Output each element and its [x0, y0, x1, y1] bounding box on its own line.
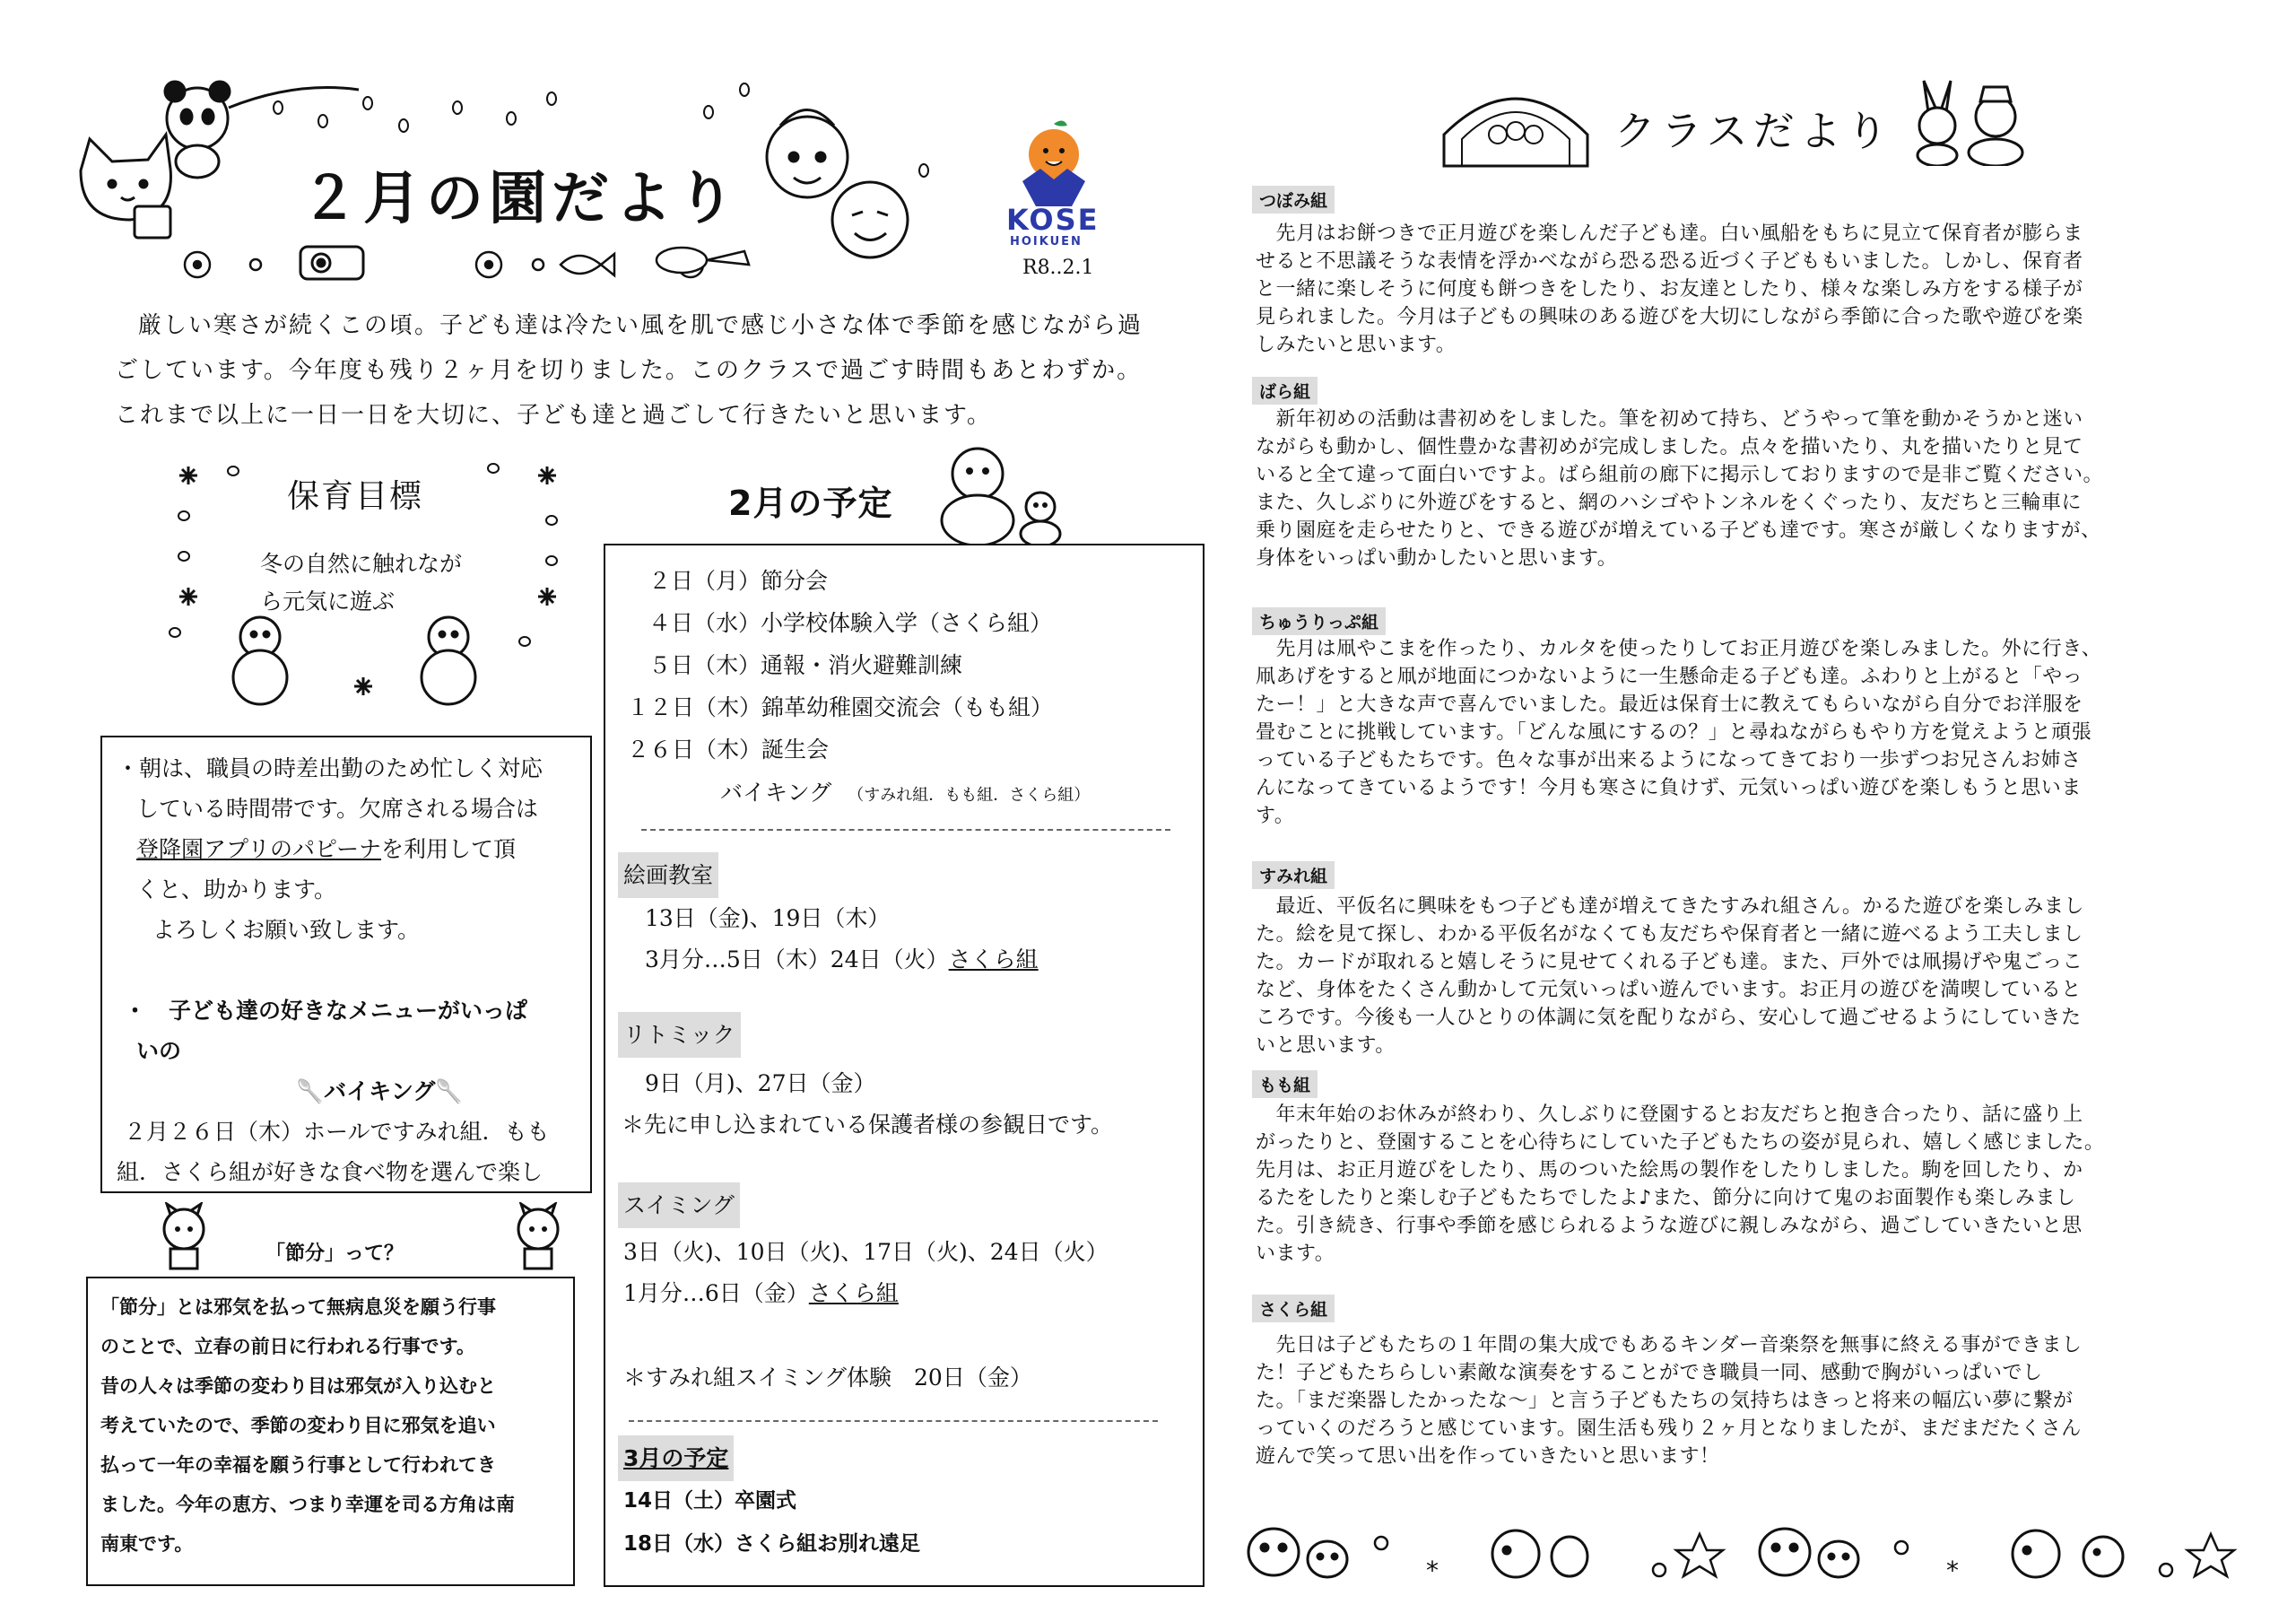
event-item: ２日（月）節分会 [648, 568, 829, 594]
classes-title: クラスだより [1614, 107, 1893, 155]
notice-line: している時間帯です。欠席される場合は [136, 796, 539, 822]
class-name-tsubomi: つぼみ組 [1252, 186, 1335, 214]
schedule-box [604, 544, 1205, 1587]
text-line: 凧あげをすると凧が地面につかないように一生懸命走る子ども達。ふわりと上がると「やっ [1256, 666, 2083, 688]
oni-icon [507, 1202, 570, 1274]
notice-suffix: を [381, 836, 404, 862]
text-line: 身体をいっぱい動かしたいと思います。 [1256, 547, 1618, 570]
text-line: いと思います。 [1256, 1034, 1396, 1057]
kose-logo-icon [1004, 117, 1103, 206]
art-march: 3月分…5日（木）24日（火） [645, 946, 949, 972]
intro-line: 厳しい寒さが続くこの頃。子ども達は冷たい風を肌で感じ小さな体で季節を感じながら過 [138, 312, 1144, 339]
rabbit-snowman-icon [1901, 76, 2036, 166]
setsubun-line: 考えていたので、季節の変わり目に邪気を追い [100, 1415, 496, 1436]
logo-subtext: HOIKUEN [1010, 235, 1083, 249]
setsubun-line: ました。今年の恵方、つまり幸運を司る方角は南 [100, 1494, 515, 1515]
class-name-sumire: すみれ組 [1252, 861, 1335, 889]
class-text-momo [1256, 1101, 2104, 1268]
setsubun-line: のことで、立春の前日に行われる行事です。 [100, 1336, 475, 1357]
intro-line: ごしています。今年度も残り２ヶ月を切りました。このクラスで過ごす時間もあとわずか。 [115, 357, 1143, 384]
fish-icon [561, 254, 614, 275]
text-line: ころです。今後も一人ひとりの体調に気を配りながら、安心して過ごせるようにしていきた [1256, 1007, 2082, 1029]
class-text-sumire [1256, 893, 2084, 1060]
notice-line: 組．さくら組が好きな食べ物を選んで楽し [117, 1159, 544, 1185]
text-line: 先月は凧やこまを作ったり、カルタを使ったりしてお正月遊びを楽しみました。外に行き、 [1256, 638, 2102, 660]
oni-icon [152, 1202, 215, 1274]
setsubun-line: 南東です。 [100, 1533, 194, 1555]
art-march-class: さくら組 [948, 946, 1039, 972]
class-text-tsubomi [1256, 220, 2083, 359]
text-line: 乗り園庭を走らせたりと、できる遊びが増えている子ども達です。寒さが厳しくなりますが、 [1256, 519, 2101, 542]
sushi-roll-icon [300, 247, 363, 279]
intro-line: これまで以上に一日一日を大切に、子ども達と過ごして行きたいと思います。 [115, 402, 992, 429]
class-header-illustration [1435, 72, 1596, 170]
class-text-tulip [1256, 635, 2101, 830]
text-line: 先月は、お正月遊びをしたり、馬のついた絵馬の製作をしたりしました。駒を回したり、か [1256, 1159, 2083, 1182]
swim-dates: 3日（火)、10日（火)、17日（火)、24日（火） [623, 1239, 1109, 1265]
text-line: 先日は子どもたちの１年間の集大成でもあるキンダー音楽祭を無事に終える事ができまし [1256, 1334, 2083, 1356]
text-line: た！子どもたちらしい素敵な演奏をすることができ職員一同、感動で胸がいっぱいでし [1256, 1362, 2043, 1384]
text-line: す。 [1256, 805, 1295, 827]
rhythm-note: ＊先に申し込まれている保護者様の参観日です。 [622, 1112, 1114, 1138]
spoon-icon: 🥄 [296, 1078, 325, 1104]
viking-line: バイキング [720, 780, 832, 806]
notice-line: ・朝は、職員の時差出勤のため忙しく対応 [117, 755, 544, 781]
event-item: １２日（木）錦革幼稚園交流会（もも組） [627, 694, 1054, 720]
oni-kids-icon [767, 110, 908, 258]
divider [629, 1420, 1158, 1422]
text-line: いると全て違って面白いですよ。ばら組前の廊下に掲示しておりますので是非ご覧ください。 [1256, 464, 2104, 486]
event-item: ２６日（木）誕生会 [627, 737, 830, 763]
notice-line: 利用して頂 [404, 836, 517, 862]
menu-title: ・ 子ども達の好きなメニューがいっぱ [124, 998, 528, 1024]
text-line: います。 [1256, 1243, 1335, 1265]
flower-row-icon [185, 252, 703, 277]
event-item: ４日（水）小学校体験入学（さくら組） [648, 610, 1053, 636]
text-line: っている子どもたちです。色々な事が出来るようになってきており一歩ずつお兄さんお姉さ [1256, 749, 2082, 772]
snowman-icon [233, 617, 475, 704]
goal-line: 冬の自然に触れなが [260, 551, 463, 577]
text-line: たー！」と大きな声で喜んでいました。最近は保育士に教えてもらいながら自分でお洋服を [1256, 693, 2083, 716]
notice-line: ２月２６日（木）ホールですみれ組．もも [124, 1119, 550, 1145]
cat-icon [81, 135, 170, 238]
notice-line: くと、助かります。 [136, 876, 337, 903]
art-class-title: 絵画教室 [618, 852, 718, 898]
text-line: た。引き続き、行事や季節を感じられるような遊びに親しみながら、過ごしていきたいと思 [1256, 1215, 2083, 1237]
class-name-bara: ばら組 [1252, 377, 1318, 405]
penguin-border [1238, 1507, 2251, 1597]
text-line: ながらも動かし、個性豊かな書初めが完成しました。点々を描いたり、丸を描いたりと見て [1256, 436, 2083, 458]
notice-line: よろしくお願い致します。 [152, 917, 421, 943]
intro-text [115, 303, 1143, 438]
app-link[interactable]: 登降園アプリのパピーナ [136, 836, 382, 862]
text-line: っていくのだろうと感じています。園生活も残り２ヶ月となりましたが、まだまだたくさん [1256, 1417, 2082, 1440]
viking-label: バイキング [324, 1078, 436, 1104]
setsubun-box [86, 1277, 575, 1586]
text-line: など、身体をたくさん動かして元気いっぱい遊んでいます。お正月の遊びを満喫していると [1256, 979, 2082, 1001]
march-event: 18日（水）さくら組お別れ遠足 [623, 1532, 921, 1556]
goal-title: 保育目標 [287, 478, 424, 515]
text-line: また、久しぶりに外遊びをすると、網のハシゴやトンネルをくぐったり、友だちと三輪車に [1256, 492, 2082, 514]
panda-icon [165, 82, 230, 178]
setsubun-line: 「節分」とは邪気を払って無病息災を願う行事 [100, 1296, 496, 1318]
text-line: 先月はお餅つきで正月遊びを楽しんだ子ども達。白い風船をもちに見立て保育者が膨らま [1256, 222, 2083, 245]
swim-trial: ＊すみれ組スイミング体験 20日（金） [623, 1365, 1032, 1391]
schedule-title: 2月の予定 [728, 484, 893, 523]
text-line: と一緒に楽しそうに何度も餅つきをしたり、お友達としたり、様々な楽しみ方をする様子が [1256, 278, 2083, 301]
class-text-sakura [1256, 1331, 2082, 1470]
goal-line: ら元気に遊ぶ [260, 589, 396, 615]
asterisk-icon: * [1426, 1556, 1439, 1585]
text-line: がったりと、登園することを心待ちにしていた子どもたちの姿が見られ、嬉しく感じました。 [1256, 1131, 2105, 1154]
logo-text: KOSE [1006, 203, 1100, 237]
asterisk-icon: * [1946, 1556, 1959, 1585]
goal-text [260, 545, 462, 621]
text-line: 新年初めの活動は書初めをしました。筆を初めて持ち、どうやって筆を動かそうかと迷い [1256, 408, 2083, 431]
text-line: るたをしたりと楽しむ子どもたちでしたよ♪また、節分に向けて鬼のお面製作も楽しみまし [1256, 1187, 2076, 1209]
text-line: た。「まだ楽器したかったな～」と言う子どもたちの気持ちはきっと将来の幅広い夢に繋が [1256, 1390, 2074, 1412]
class-name-tulip: ちゅうりっぷ組 [1252, 607, 1386, 635]
menu-title: いの [136, 1038, 182, 1064]
rhythm-title: リトミック [618, 1012, 741, 1058]
text-line: んになってきているようです！今月も寒さに負けず、元気いっぱい遊びを楽しもうと思いま [1256, 777, 2082, 799]
text-line: 見られました。今月は子どもの興味のある遊びを大切にしながら季節に合った歌や遊びを楽 [1256, 306, 2083, 328]
page-title: ２月の園だより [300, 166, 740, 232]
setsubun-line: 払って一年の幸福を願う行事として行われてき [100, 1454, 496, 1476]
viking-note: （すみれ組．もも組．さくら組） [848, 786, 1091, 805]
notice-box [100, 736, 592, 1193]
swim-jan-class: さくら組 [808, 1280, 899, 1306]
text-line: せると不思議そうな表情を浮かべながら恐る恐る近づく子どももいました。しかし、保育者 [1256, 250, 2083, 273]
spoon-icon: 🥄 [435, 1078, 464, 1104]
art-dates: 13日（金)、19日（木） [645, 905, 891, 931]
text-line: た。カードが取れると嬉しそうに見せてくれる子ども達。また、戸外では凧揚げや鬼ごっこ [1256, 951, 2083, 973]
event-item: ５日（木）通報・消火避難訓練 [648, 652, 963, 678]
rhythm-dates: 9日（月)、27日（金） [645, 1070, 876, 1096]
text-line: 畳むことに挑戦しています。「どんな風にするの？」と尋ねながらもやり方を覚えようと頑張 [1256, 721, 2092, 744]
swim-title: スイミング [618, 1182, 740, 1228]
divider [641, 829, 1170, 831]
setsubun-line: 昔の人々は季節の変わり目は邪気が入り込むと [100, 1375, 496, 1397]
text-line: 遊んで笑って思い出を作っていきたいと思います！ [1256, 1445, 1720, 1468]
swim-jan: 1月分…6日（金） [623, 1280, 809, 1306]
class-name-momo: もも組 [1252, 1070, 1318, 1098]
text-line: 年末年始のお休みが終わり、久しぶりに登園するとお友だちと抱き合ったり、話に盛り上 [1256, 1103, 2083, 1126]
setsubun-title: 「節分」って？ [265, 1243, 404, 1265]
text-line: た。絵を見て探し、わかる平仮名がなくても友だちや保育者と一緒に遊べるよう工夫しまし [1256, 923, 2083, 946]
march-event: 14日（土）卒園式 [623, 1489, 797, 1513]
march-title: 3月の予定 [618, 1435, 734, 1481]
issue-date: R8..2.1 [1022, 257, 1094, 279]
class-text-bara [1256, 406, 2103, 572]
snowman-icon [928, 440, 1081, 547]
text-line: 最近、平仮名に興味をもつ子ども達が増えてきたすみれ組さん。かるた遊びを楽しみまし [1256, 895, 2084, 918]
class-name-sakura: さくら組 [1252, 1295, 1335, 1322]
text-line: しみたいと思います。 [1256, 334, 1457, 356]
